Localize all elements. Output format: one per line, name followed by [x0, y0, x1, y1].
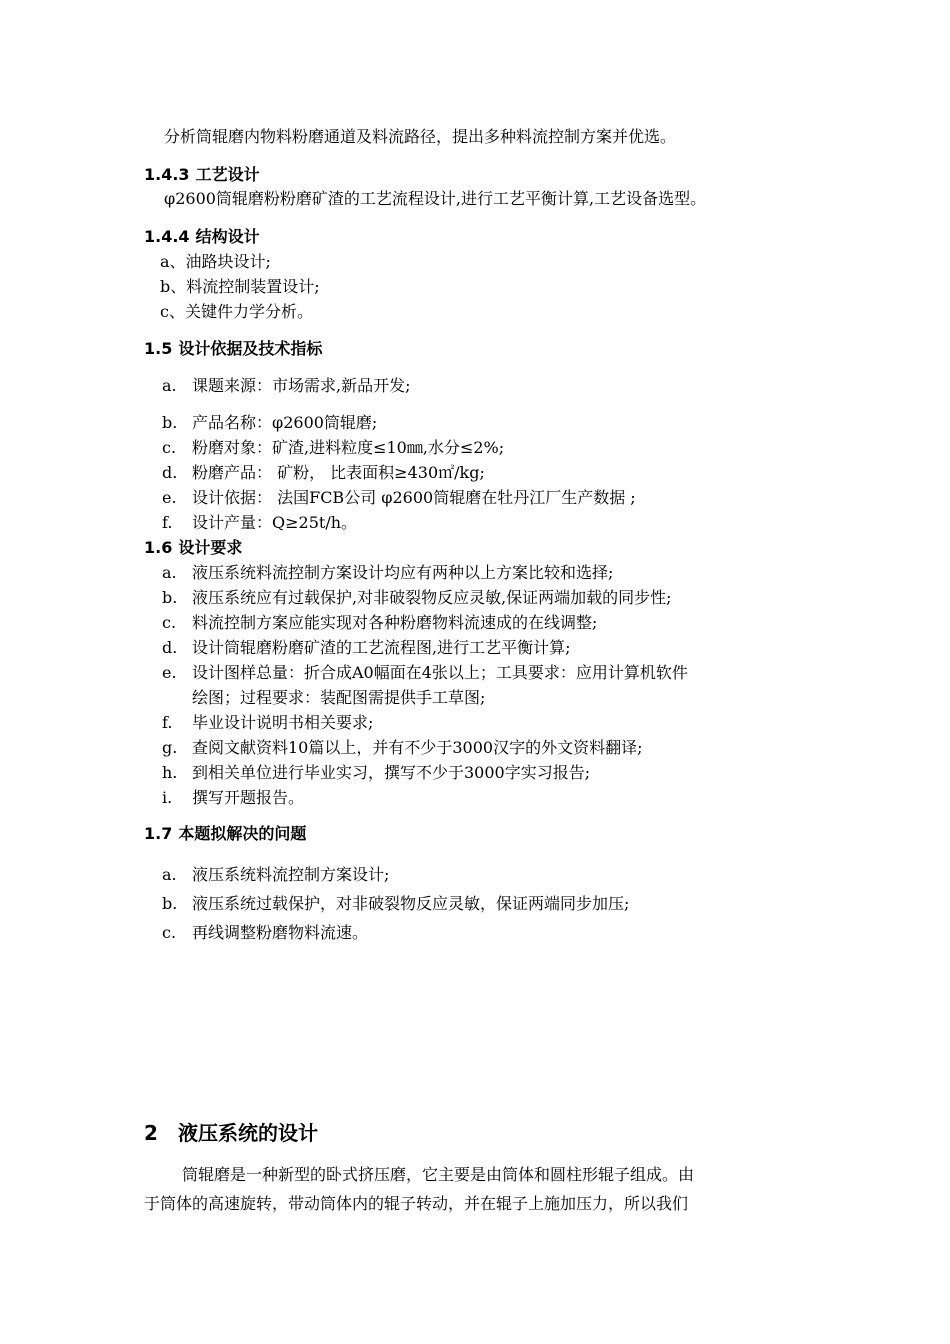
list-item: [162, 462, 485, 484]
list-item: [162, 762, 590, 784]
list-text: 到相关单位进行毕业实习，撰写不少于3000字实习报告;: [192, 763, 591, 782]
section-title: 工艺设计: [195, 165, 260, 184]
list-item: [162, 412, 377, 434]
list-item: [162, 587, 672, 609]
list-text: 产品名称：φ2600筒辊磨;: [192, 413, 378, 432]
list-marker: f.: [162, 713, 173, 732]
section-body-1-4-3: φ2600筒辊磨粉粉磨矿渣的工艺流程设计,进行工艺平衡计算,工艺设备选型。: [164, 189, 707, 208]
section-number: 1.6: [144, 538, 173, 557]
list-text: 液压系统过载保护，对非破裂物反应灵敏，保证两端同步加压;: [192, 894, 630, 913]
list-item: c、关键件力学分析。: [160, 302, 313, 321]
list-text: 料流控制方案应能实现对各种粉磨物料流速成的在线调整;: [192, 613, 598, 632]
list-text: 毕业设计说明书相关要求;: [192, 713, 374, 732]
list-marker: e.: [162, 663, 177, 682]
list-text: 设计筒辊磨粉磨矿渣的工艺流程图,进行工艺平衡计算;: [192, 638, 571, 657]
list-item: [162, 512, 357, 534]
list-marker: d.: [162, 463, 178, 482]
list-marker: b.: [162, 413, 178, 432]
chapter-number: 2: [144, 1121, 158, 1145]
list-item: [162, 787, 304, 809]
section-number: 1.4.3: [144, 165, 190, 184]
list-text: 液压系统料流控制方案设计;: [192, 865, 390, 884]
list-item: [162, 437, 504, 459]
list-text: 查阅文献资料10篇以上，并有不少于3000汉字的外文资料翻译;: [192, 738, 643, 757]
list-marker: c.: [162, 613, 177, 632]
list-text: 设计图样总量：折合成A0幅面在4张以上；工具要求：应用计算机软件: [192, 663, 688, 682]
list-item: [162, 922, 368, 944]
list-text: 液压系统料流控制方案设计均应有两种以上方案比较和选择;: [192, 563, 614, 582]
list-marker: d.: [162, 638, 178, 657]
section-heading-1-5: [144, 338, 322, 360]
section-heading-1-7: [144, 823, 306, 845]
list-text: 设计依据： 法国FCB公司 φ2600筒辊磨在牡丹江厂生产数据 ;: [192, 488, 636, 507]
list-item-continuation: 绘图；过程要求：装配图需提供手工草图;: [192, 688, 486, 707]
list-text: 课题来源：市场需求,新品开发;: [192, 376, 411, 395]
list-text: 撰写开题报告。: [192, 788, 305, 807]
body-paragraph-line: 于筒体的高速旋转，带动筒体内的辊子转动，并在辊子上施加压力，所以我们: [144, 1194, 689, 1213]
section-title: 设计依据及技术指标: [178, 339, 323, 358]
list-item: [162, 562, 613, 584]
section-heading-1-4-3: [144, 164, 260, 186]
intro-paragraph: 分析筒辊磨内物料粉磨通道及料流路径，提出多种料流控制方案并优选。: [164, 127, 677, 146]
body-paragraph-line: 筒辊磨是一种新型的卧式挤压磨，它主要是由筒体和圆柱形辊子组成。由: [182, 1165, 695, 1184]
list-item: [162, 612, 597, 634]
list-item: [162, 487, 636, 509]
list-text: 液压系统应有过载保护,对非破裂物反应灵敏,保证两端加载的同步性;: [192, 588, 672, 607]
list-marker: c.: [162, 923, 177, 942]
list-item: [162, 662, 688, 684]
list-item: [162, 712, 373, 734]
list-marker: a.: [162, 376, 177, 395]
chapter-title: 液压系统的设计: [178, 1121, 318, 1145]
list-marker: b.: [162, 588, 178, 607]
list-item: [162, 893, 629, 915]
list-text: 再线调整粉磨物料流速。: [192, 923, 369, 942]
chapter-heading-2: [144, 1120, 318, 1146]
section-heading-1-4-4: [144, 226, 260, 248]
section-title: 结构设计: [195, 227, 260, 246]
list-item: [162, 864, 389, 886]
list-text: 设计产量：Q≥25t/h。: [192, 513, 358, 532]
list-marker: h.: [162, 763, 178, 782]
list-marker: g.: [162, 738, 178, 757]
section-title: 设计要求: [178, 538, 243, 557]
list-text: 粉磨产品： 矿粉， 比表面积≥430㎡/kg;: [192, 463, 485, 482]
list-text: 粉磨对象：矿渣,进料粒度≤10㎜,水分≤2%;: [192, 438, 505, 457]
list-item: a、油路块设计;: [160, 252, 271, 271]
section-number: 1.7: [144, 824, 173, 843]
section-number: 1.4.4: [144, 227, 190, 246]
list-marker: c.: [162, 438, 177, 457]
list-marker: e.: [162, 488, 177, 507]
list-item: [162, 737, 642, 759]
list-marker: f.: [162, 513, 173, 532]
section-number: 1.5: [144, 339, 173, 358]
section-heading-1-6: [144, 537, 242, 559]
section-title: 本题拟解决的问题: [178, 824, 307, 843]
list-item: [162, 375, 410, 397]
list-marker: i.: [162, 788, 173, 807]
list-marker: a.: [162, 865, 177, 884]
list-item: b、料流控制装置设计;: [160, 277, 320, 296]
list-marker: a.: [162, 563, 177, 582]
list-marker: b.: [162, 894, 178, 913]
list-item: [162, 637, 570, 659]
